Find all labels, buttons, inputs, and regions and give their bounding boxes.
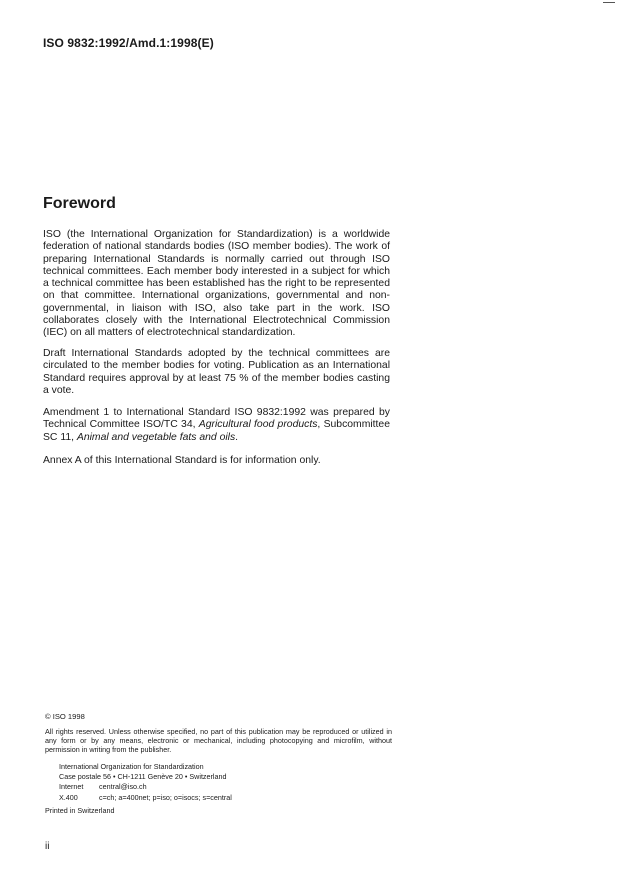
copyright-notice: © ISO 1998 xyxy=(45,712,85,721)
amendment-text-1: Amendment 1 to International Standard ISO 9832:1992 was prepared by Technical Committee ISO/TC 34, xyxy=(43,407,390,431)
scan-corner-mark xyxy=(603,2,615,3)
internet-label: Internet xyxy=(59,782,84,792)
x400-row xyxy=(59,793,232,803)
amendment-text-3: . xyxy=(235,431,239,443)
org-name: International Organization for Standardization xyxy=(59,762,204,771)
x400-label: X.400 xyxy=(59,792,78,802)
internet-row xyxy=(59,782,232,792)
committee-name: Agricultural food products xyxy=(198,419,318,431)
page-number: ii xyxy=(45,841,50,852)
foreword-title: Foreword xyxy=(43,195,116,212)
foreword-paragraph-4: Annex A of this International Standard is for information only. xyxy=(43,455,321,466)
amendment-text-2: , Subcommittee SC 11, xyxy=(43,419,390,443)
document-id-header: ISO 9832:1992/Amd.1:1998(E) xyxy=(43,36,214,50)
foreword-paragraph-1: ISO (the International Organization for Standardization) is a worldwide federation of national standards bodies (ISO member bodies). The work of preparing International Standards is normally carried out through ISO technical committees. Each member body interested in a subject for which a technical committee has been established has the right to be represented on that committee. International organizations, governmental and non-governmental, in liaison with ISO, also take part in the work. ISO collaborates closely with the International Electrotechnical Commission (IEC) on all matters of electrotechnical standardization. xyxy=(43,229,390,339)
foreword-paragraph-2: Draft International Standards adopted by the technical committees are circulated to the member bodies for voting. Publication as an International Standard requires approval by at least 75 % of the member bodies casting a vote. xyxy=(43,348,390,396)
postal-address: Case postale 56 • CH-1211 Genève 20 • Switzerland xyxy=(59,772,227,782)
subcommittee-name: Animal and vegetable fats and oils xyxy=(76,431,236,443)
foreword-paragraph-3 xyxy=(43,407,390,444)
printed-in: Printed in Switzerland xyxy=(45,806,115,815)
x400-address: c=ch; a=400net; p=iso; o=isocs; s=central xyxy=(99,792,232,802)
publisher-address xyxy=(59,762,232,803)
internet-address: central@iso.ch xyxy=(99,782,147,792)
rights-statement: All rights reserved. Unless otherwise specified, no part of this publication may be reproduced or utilized in any form or by any means, electronic or mechanical, including photocopying and microfilm, without permission in writing from the publisher. xyxy=(45,727,392,755)
